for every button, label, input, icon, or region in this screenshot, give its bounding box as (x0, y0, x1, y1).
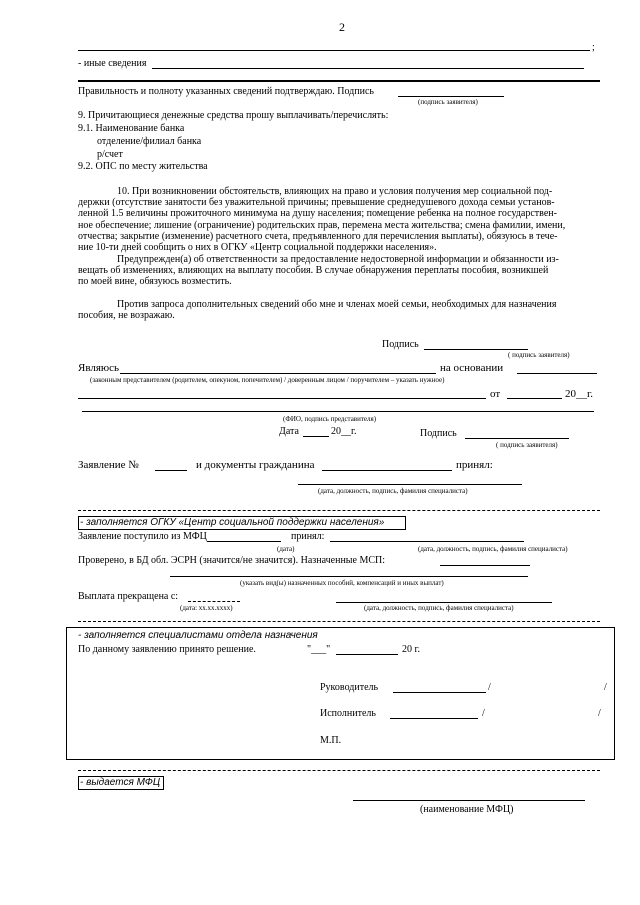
specialist-caption: (дата, должность, подпись, фамилия специалиста) (318, 487, 468, 495)
from-date-field[interactable] (507, 398, 562, 399)
date-label: Дата (279, 426, 299, 437)
page-number: 2 (339, 20, 345, 34)
decision-month-field[interactable] (336, 654, 398, 655)
bank-account-label: р/счет (97, 149, 123, 160)
representative-caption: (законным представителем (родителем, опекуном, попечителем) / доверенным лицом / поручителем – указать нужное) (90, 376, 445, 384)
ogku-header: - заполняется ОГКУ «Центр социальной поддержки населения» (80, 517, 385, 528)
mfc-name-caption: (наименование МФЦ) (420, 804, 514, 815)
specialist-field[interactable] (298, 484, 522, 485)
executor-label: Исполнитель (320, 708, 376, 719)
mfc-name-field[interactable] (353, 800, 585, 801)
payment-specialist-field[interactable] (336, 602, 552, 603)
head-slash-end: / (604, 682, 607, 693)
post-office-label: 9.2. ОПС по месту жительства (78, 161, 208, 172)
representative-details-field[interactable] (78, 398, 486, 399)
department-header: - заполняется специалистами отдела назначения (78, 630, 318, 641)
cut-line-2 (78, 621, 600, 622)
benefits-caption: (указать вид(ы) назначенных пособий, компенсаций и иных выплат) (240, 579, 444, 587)
p10-line: держки (отсутствие занятости без уважительной причины; превышение среднедушевого дохода семьи установ- (78, 197, 555, 209)
representative-extra-line[interactable] (82, 411, 594, 412)
mfc-specialist-field[interactable] (330, 541, 524, 542)
from-label: от (490, 388, 501, 400)
head-signature-field[interactable] (393, 692, 486, 693)
p10-line: ное обеспечение; лишение (ограничение) родительских прав, перемена места жительства; смена фамилии, имени, (78, 219, 566, 231)
bank-name-label: 9.1. Наименование банка (78, 123, 185, 134)
basis-field[interactable] (517, 373, 597, 374)
p10-line: отчества; закрытие (изменение) расчетного счета, предъявленного для перечисления выплаты), обязуюсь в тече- (78, 230, 558, 242)
citizen-name-field[interactable] (322, 470, 452, 471)
representative-label: Являюсь (78, 362, 120, 374)
warn-line: по моей вине, обязуюсь возместить. (78, 276, 232, 288)
executor-slash: / (482, 708, 485, 719)
decision-text: По данному заявлению принято решение. (78, 644, 256, 655)
p10-line: ние 10-ти дней сообщить о них в ОГКУ «Центр социальной поддержки населения». (78, 242, 437, 254)
confirm-signature-field[interactable] (398, 96, 504, 97)
date-year: 20__г. (331, 426, 357, 437)
representative-fio-caption: (ФИО, подпись представителя) (283, 415, 377, 423)
consent-line: пособия, не возражаю. (78, 310, 175, 322)
bank-branch-label: отделение/филиал банка (97, 136, 202, 147)
confirm-text: Правильность и полноту указанных сведений подтверждаю. Подпись (78, 86, 374, 97)
accepted-label: принял: (456, 459, 493, 471)
signature-caption-2: ( подпись заявителя) (496, 441, 558, 449)
other-info-field[interactable] (152, 68, 584, 69)
year-label: 20__г. (565, 388, 594, 400)
statement-number-field[interactable] (155, 470, 187, 471)
section-10-paragraph (78, 186, 600, 253)
warning-paragraph (78, 254, 600, 288)
top-line (78, 50, 590, 51)
mfc-date-caption: (дата) (277, 545, 295, 553)
checked-text: Проверено, в БД обл. ЭСРН (значится/не значится). Назначенные МСП: (78, 555, 386, 566)
cut-line (78, 510, 600, 511)
stamp-label: М.П. (320, 735, 342, 746)
executor-signature-field[interactable] (390, 718, 478, 719)
applicant-signature-caption: (подпись заявителя) (418, 98, 478, 106)
documents-label: и документы гражданина (196, 459, 315, 471)
applicant-signature-field[interactable] (424, 349, 528, 350)
mfc-specialist-caption: (дата, должность, подпись, фамилия специалиста) (418, 545, 568, 553)
statement-label: Заявление № (78, 459, 139, 471)
basis-label: на основании (440, 362, 504, 374)
signature-field-2[interactable] (465, 438, 569, 439)
decision-year: 20 г. (402, 644, 420, 655)
consent-line: Против запроса дополнительных сведений обо мне и членах моей семьи, необходимых для назначения (117, 299, 557, 310)
p10-line: 10. При возникновении обстоятельств, влияющих на право и условия получения мер социальной под- (117, 186, 553, 197)
representative-field[interactable] (120, 373, 436, 374)
head-label: Руководитель (320, 682, 379, 693)
mfc-received-date-field[interactable] (207, 541, 281, 542)
payment-stop-date-field[interactable] (188, 601, 240, 602)
mfc-issue-header: - выдается МФЦ (80, 777, 161, 788)
semicolon: ; (592, 42, 595, 53)
payment-stopped-label: Выплата прекращена с: (78, 591, 179, 602)
cut-line-3 (78, 770, 600, 771)
payment-date-caption: (дата: хх.хх.хххх) (180, 604, 233, 612)
mfc-received-label: Заявление поступило из МФЦ (78, 531, 207, 542)
other-info-label: - иные сведения (78, 58, 147, 69)
section-9-title: 9. Причитающиеся денежные средства прошу выплачивать/перечислять: (78, 110, 389, 121)
decision-day: "___" (307, 644, 331, 655)
mfc-accepted-label: принял: (291, 531, 325, 542)
assigned-msp-field[interactable] (440, 565, 530, 566)
benefits-field[interactable] (170, 576, 528, 577)
p10-line: ленной 1.5 величины прожиточного минимума на душу населения; помещение ребенка на полное государствен- (78, 208, 557, 220)
applicant-signature-caption-2: ( подпись заявителя) (508, 351, 570, 359)
signature-label: Подпись (382, 339, 419, 350)
consent-paragraph (78, 299, 600, 321)
payment-specialist-caption: (дата, должность, подпись, фамилия специалиста) (364, 604, 514, 612)
section-divider (78, 80, 600, 82)
executor-slash-end: / (598, 708, 601, 719)
warn-line: Предупрежден(а) об ответственности за предоставление недостоверной информации и обязанности из- (117, 254, 559, 265)
warn-line: вещать об изменениях, влияющих на выплату пособия. В случае обнаружения переплаты пособия, возникшей (78, 265, 549, 277)
date-field[interactable] (303, 436, 329, 437)
signature-label-2: Подпись (420, 428, 457, 439)
head-slash: / (488, 682, 491, 693)
